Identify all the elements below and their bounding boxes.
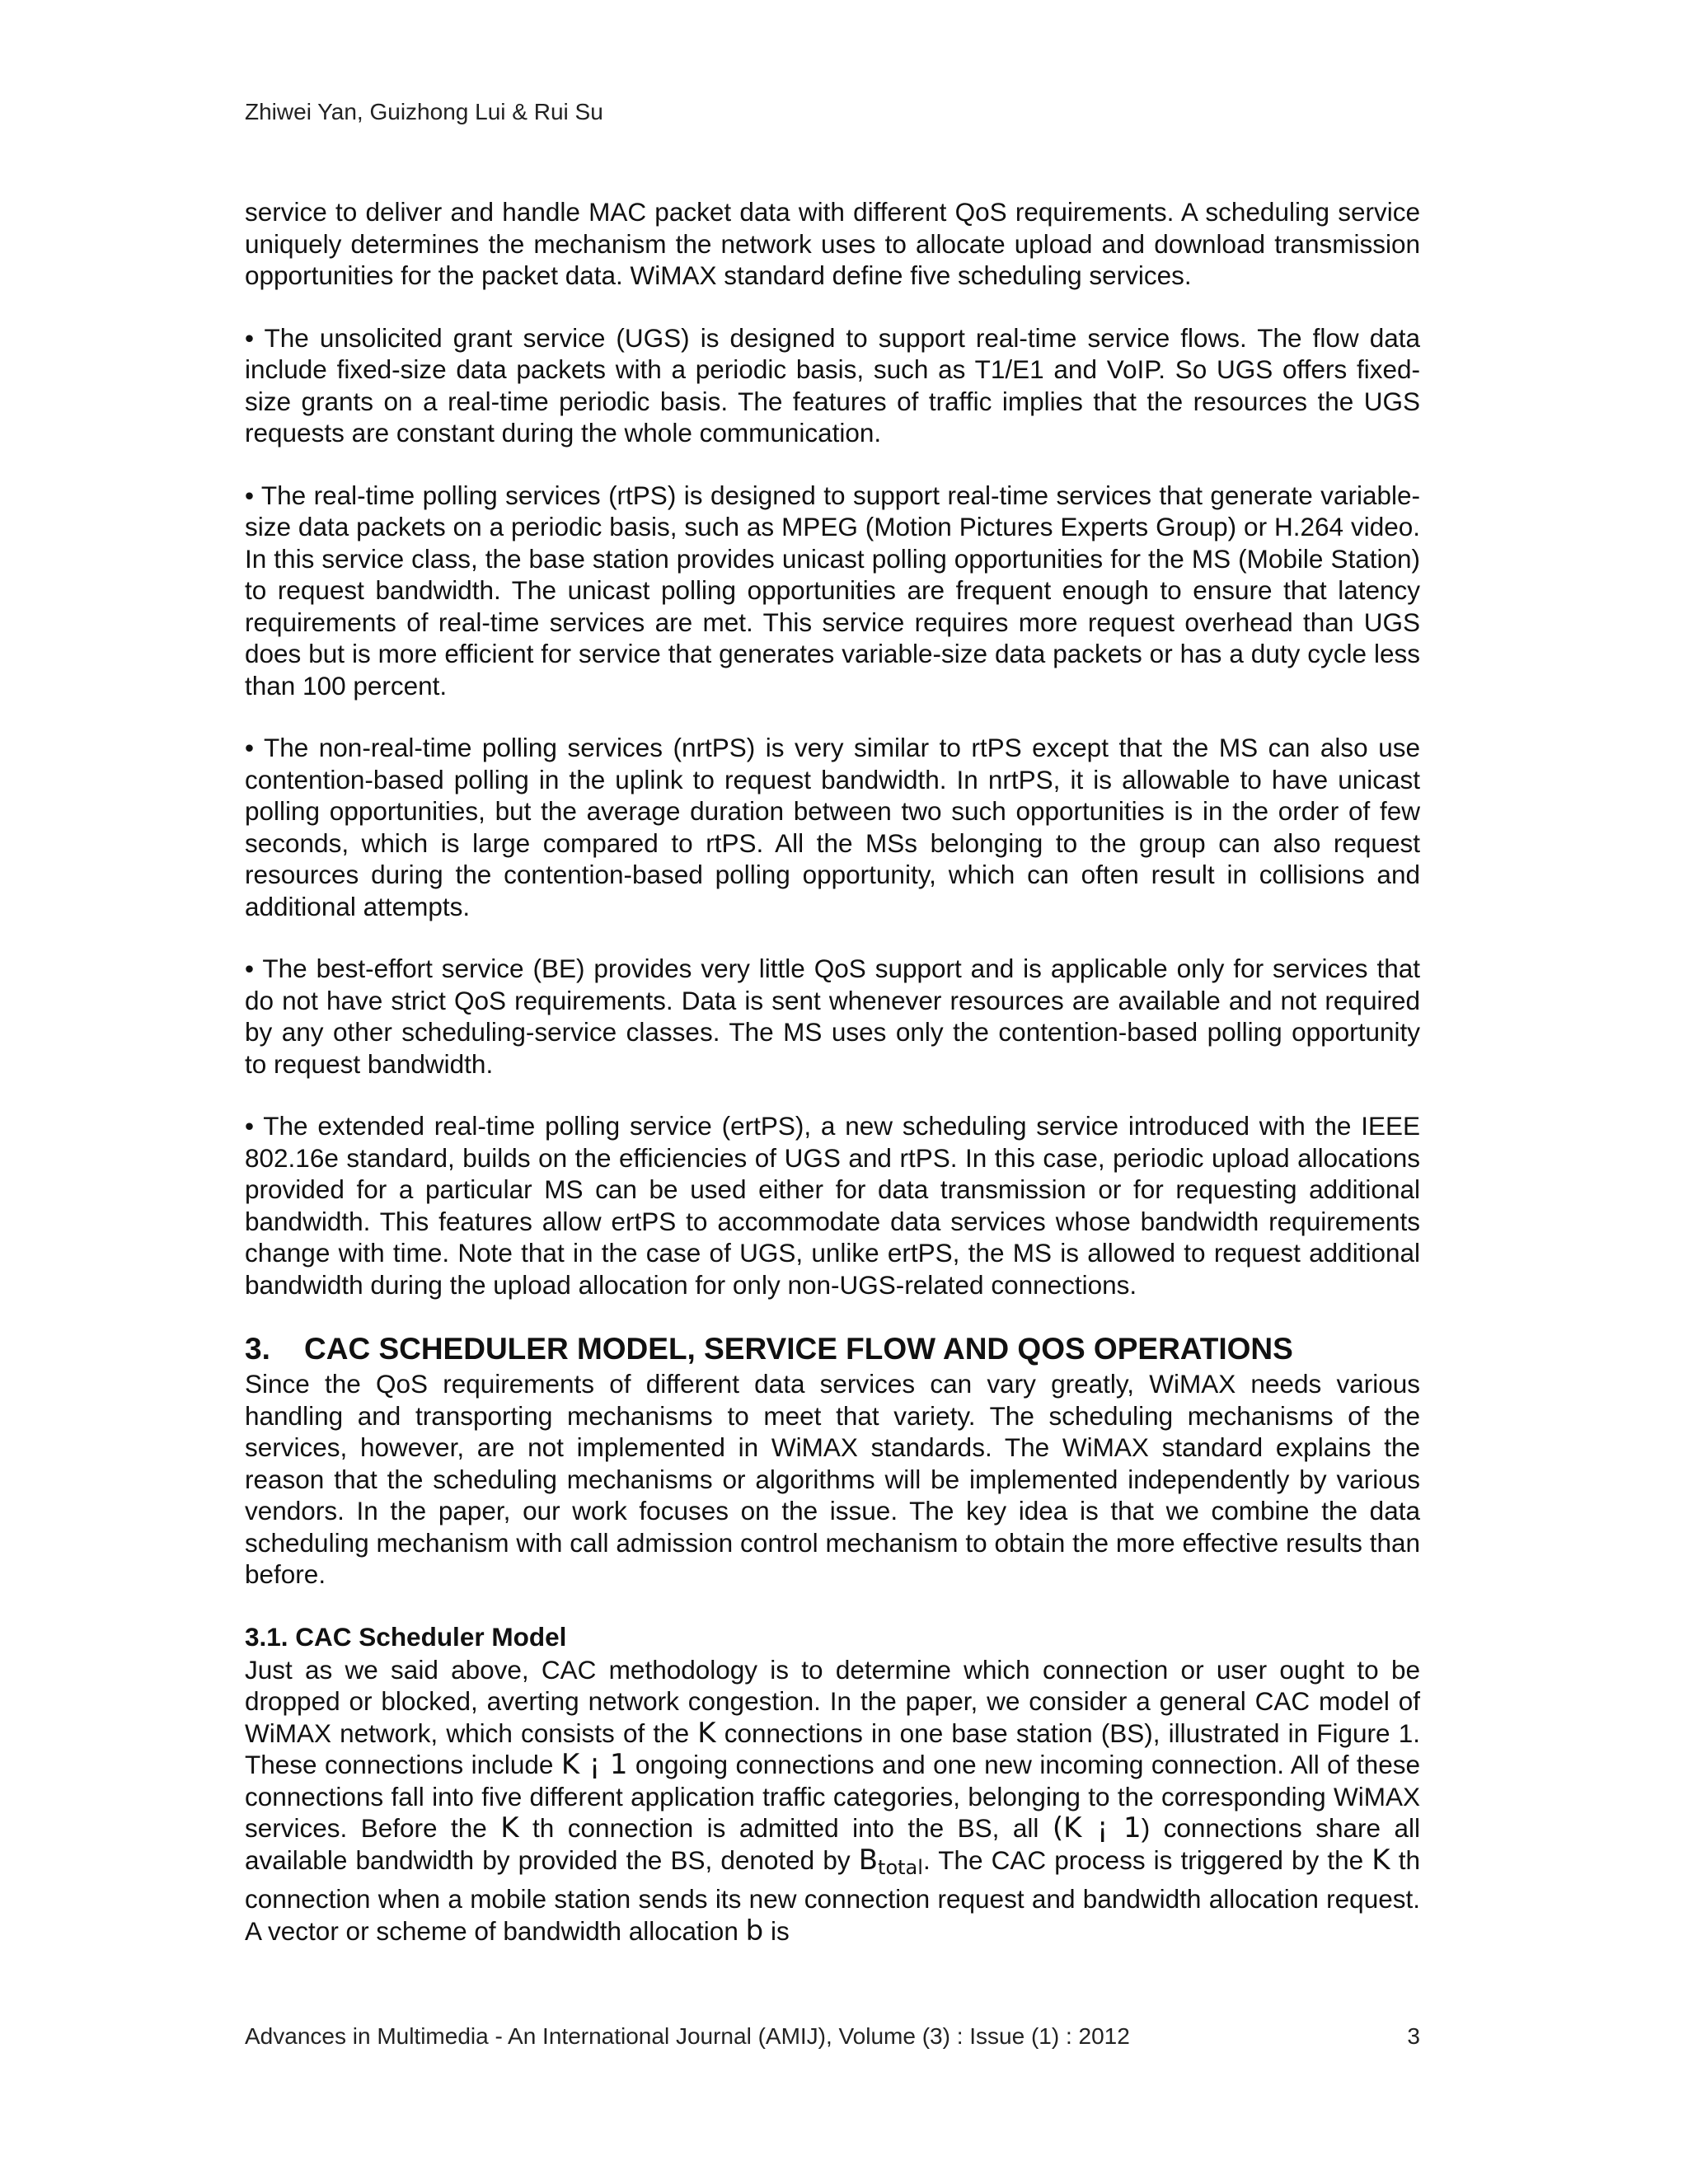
section-3-paragraph: Since the QoS requirements of different data services can vary greatly, WiMAX needs various handling and transporting mechanisms to meet that variety. The scheduling mechanisms of the services, however, are not implemented in WiMAX standards. The WiMAX standard explains the reason that the scheduling mechanisms or algorithms will be implemented independently by various vendors. In the paper, our work focuses on the issue. The key idea is that we combine the data scheduling mechanism with call admission control mechanism to obtain the more effective results than before. <box>245 1369 1420 1589</box>
math-k-minus-1-paren: (K ¡ 1 <box>1052 1811 1142 1844</box>
text-run: Just as we said above, CAC methodology is to determine which connection or user ought to be dropped or blocked, averting network congestion. In the paper, we consider a general CAC model of WiMAX network, which consists of the <box>245 1654 1420 1748</box>
math-subscript-total: total <box>878 1855 923 1879</box>
bullet-ertps: • The extended real-time polling service (ertPS), a new scheduling service introduced with the IEEE 802.16e standard, builds on the efficiencies of UGS and rtPS. In this case, periodic upload allocations provided for a particular MS can be used either for data transmission or for requesting additional bandwidth. This features allow ertPS to accommodate data services whose bandwidth requirements change with time. Note that in the case of UGS, unlike ertPS, the MS is allowed to request additional bandwidth during the upload allocation for only non-UGS-related connections. <box>245 1111 1420 1300</box>
text-run: th connection is admitted into the BS, all <box>518 1813 1053 1843</box>
text-run: is <box>763 1915 790 1946</box>
math-b-vector: b <box>745 1914 764 1947</box>
math-k: K <box>697 1716 716 1750</box>
math-k-minus-1: K ¡ 1 <box>560 1748 628 1781</box>
text-run: ongoing connections and one new incoming connection. All of these connections fall into five different application traffic categories, belonging to the corresponding WiMAX services. Before the <box>245 1750 1420 1843</box>
bullet-be: • The best-effort service (BE) provides very little QoS support and is applicable only for services that do not have strict QoS requirements. Data is sent whenever resources are available and not required by any other scheduling-service classes. The MS uses only the contention-based polling opportunity to request bandwidth. <box>245 954 1420 1079</box>
math-k: K <box>1372 1843 1390 1877</box>
page-body <box>245 196 1420 1947</box>
intro-paragraph: service to deliver and handle MAC packet data with different QoS requirements. A scheduling service uniquely determines the mechanism the network uses to allocate upload and download transmission opportunities for the packet data. WiMAX standard define five scheduling services. <box>245 197 1420 290</box>
subsection-3-1-heading: 3.1. CAC Scheduler Model <box>245 1621 567 1652</box>
math-b-total <box>859 1844 923 1877</box>
text-run: ) connections share all available bandwidth by provided the BS, denoted by <box>245 1813 1421 1875</box>
bullet-nrtps: • The non-real-time polling services (nrtPS) is very similar to rtPS except that the MS can also use contention-based polling in the uplink to request bandwidth. In nrtPS, it is allowable to have unicast polling opportunities, but the average duration between two such opportunities is in the order of few seconds, which is large compared to rtPS. All the MSs belonging to the group can also request resources during the contention-based polling opportunity, which can often result in collisions and additional attempts. <box>245 733 1420 921</box>
bullet-ugs: • The unsolicited grant service (UGS) is designed to support real-time service flows. The flow data include fixed-size data packets with a periodic basis, such as T1/E1 and VoIP. So UGS offers fixed-size grants on a real-time periodic basis. The features of traffic implies that the resources the UGS requests are constant during the whole communication. <box>245 322 1420 448</box>
footer-journal: Advances in Multimedia - An International Journal (AMIJ), Volume (3) : Issue (1) : 2012 <box>245 2023 1130 2049</box>
running-head-authors: Zhiwei Yan, Guizhong Lui & Rui Su <box>245 99 603 124</box>
section-3-heading <box>245 1330 1420 1368</box>
section-3-title: CAC SCHEDULER MODEL, SERVICE FLOW AND QOS OPERATIONS <box>304 1332 1293 1366</box>
bullet-rtps: • The real-time polling services (rtPS) is designed to support real-time services that generate variable- size data packets on a periodic basis, such as MPEG (Motion Pictures Experts Group) or H.264 video. In this service class, the base station provides unicast polling opportunities for the MS (Mobile Station) to request bandwidth. The unicast polling opportunities are frequent enough to ensure that latency requirements of real-time services are met. This service requires more request overhead than UGS does but is more efficient for service that generates variable-size data packets or has a duty cycle less than 100 percent. <box>245 480 1420 701</box>
page-footer <box>245 2023 1420 2050</box>
footer-page-number: 3 <box>1407 2023 1420 2049</box>
text-run: th connection when a mobile station sends its new connection request and bandwidth allocation request. A vector or scheme of bandwidth allocation <box>245 1844 1420 1946</box>
text-run: . The CAC process is triggered by the <box>922 1844 1372 1875</box>
text-run: connections in one base station (BS), illustrated in Figure 1. These connections include <box>245 1718 1420 1779</box>
subsection-3-1-paragraph <box>245 1654 1420 1947</box>
math-k: K <box>500 1811 519 1844</box>
section-3-number: 3. <box>245 1332 270 1366</box>
math-b: B <box>858 1843 879 1877</box>
